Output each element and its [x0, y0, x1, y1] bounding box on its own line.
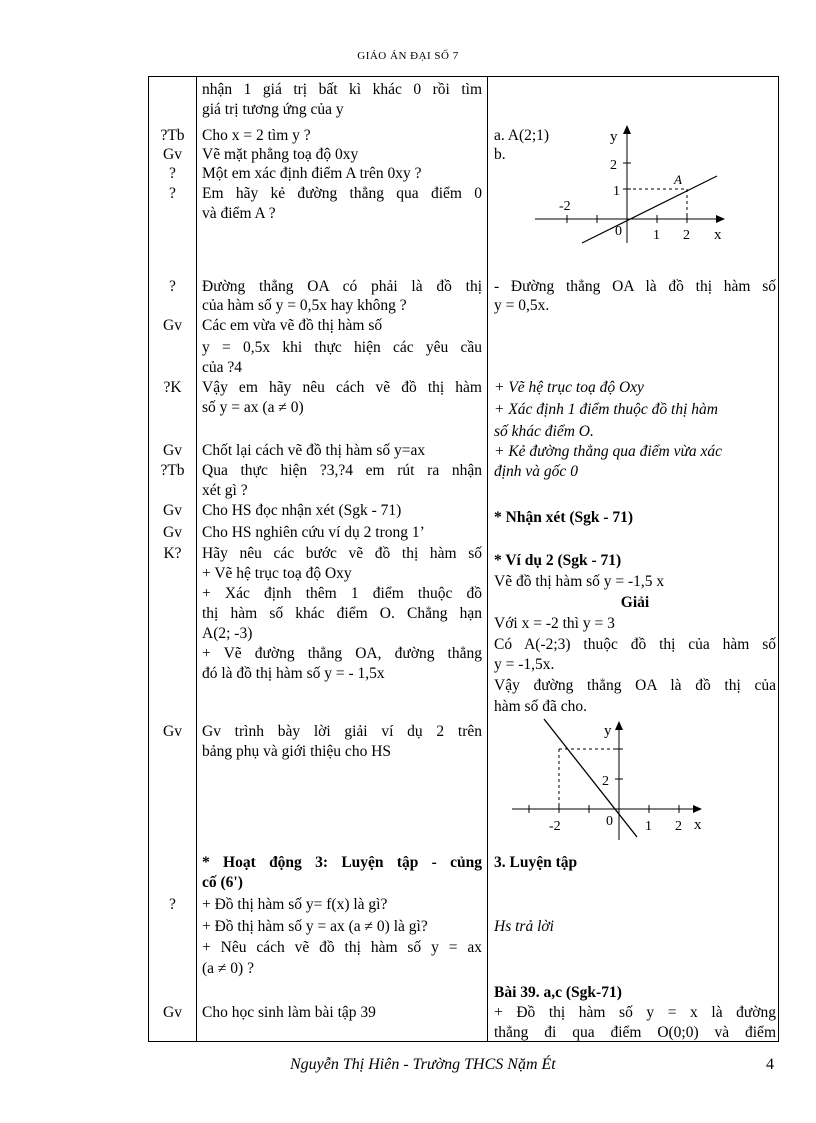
- tick-label: 1: [613, 184, 620, 199]
- role-label: Gv: [163, 442, 182, 459]
- role-label: Gv: [163, 502, 182, 519]
- activity-line: + Nêu cách vẽ đồ thị hàm số y = ax: [202, 939, 482, 956]
- activity-line: Gv trình bày lời giải ví dụ 2 trên: [202, 723, 482, 740]
- role-label: K?: [163, 545, 182, 562]
- axis-x-label: x: [694, 817, 702, 833]
- activity-line: Chốt lại cách vẽ đồ thị hàm số y=ax: [202, 442, 426, 459]
- role-label: ?: [169, 185, 176, 202]
- content-line: Vậy đường thẳng OA là đồ thị của: [494, 677, 776, 694]
- activity-line: nhận 1 giá trị bất kì khác 0 rồi tìm: [202, 81, 482, 98]
- role-label: ?: [169, 896, 176, 913]
- activity-line: cố (6'): [202, 874, 243, 891]
- content-line: + Đồ thị hàm số y = x là đường: [494, 1004, 776, 1021]
- activity-line: Hãy nêu các bước vẽ đồ thị hàm số: [202, 545, 482, 562]
- tick-label: -2: [559, 199, 571, 214]
- content-line: b.: [494, 146, 506, 163]
- activity-line: của ?4: [202, 359, 243, 376]
- content-line: số khác điểm O.: [494, 423, 594, 440]
- tick-label: 0: [615, 224, 622, 239]
- graph-y-neg-1-5x: [504, 715, 729, 845]
- tick-label: -2: [549, 819, 561, 834]
- graph-y-0-5x: [527, 121, 742, 251]
- activity-line: số y = ax (a ≠ 0): [202, 399, 304, 416]
- role-label: ?Tb: [160, 462, 185, 479]
- role-label: ?Tb: [160, 127, 185, 144]
- activity-line: + Đồ thị hàm số y= f(x) là gì?: [202, 896, 388, 913]
- activity-line: xét gì ?: [202, 482, 248, 499]
- activity-line: và điểm A ?: [202, 205, 276, 222]
- point-label: A: [674, 172, 682, 187]
- role-label: ?: [169, 278, 176, 295]
- activity-line: y = 0,5x khi thực hiện các yêu cầu: [202, 339, 482, 356]
- content-line: 3. Luyện tập: [494, 854, 578, 871]
- footer-author: Nguyễn Thị Hiên - Trường THCS Nặm Ét: [290, 1056, 556, 1073]
- axis-x-label: x: [714, 227, 722, 243]
- content-line: định và gốc 0: [494, 463, 578, 480]
- tick-label: 1: [645, 819, 652, 834]
- activity-line: thị hàm số khác điểm O. Chẳng hạn: [202, 605, 482, 622]
- activity-line: đó là đồ thị hàm số y = - 1,5x: [202, 665, 385, 682]
- content-line: + Vẽ hệ trục toạ độ Oxy: [494, 379, 644, 396]
- column-divider: [196, 77, 197, 1041]
- page-number: 4: [766, 1056, 774, 1073]
- content-line: * Nhận xét (Sgk - 71): [494, 509, 634, 526]
- column-divider: [487, 77, 488, 1041]
- activity-line: Cho HS nghiên cứu ví dụ 2 trong 1’: [202, 524, 425, 541]
- content-line: thẳng đi qua điểm O(0;0) và điểm: [494, 1024, 776, 1041]
- activity-line: Cho học sinh làm bài tập 39: [202, 1004, 376, 1021]
- activity-line: Một em xác định điểm A trên 0xy ?: [202, 165, 422, 182]
- content-line: * Ví dụ 2 (Sgk - 71): [494, 552, 622, 569]
- page-header: GIÁO ÁN ĐẠI SỐ 7: [357, 50, 459, 62]
- activity-line: Vẽ mặt phẳng toạ độ 0xy: [202, 146, 359, 163]
- activity-line: + Vẽ hệ trục toạ độ Oxy: [202, 565, 352, 582]
- tick-label: 2: [675, 819, 682, 834]
- tick-label: 2: [683, 228, 690, 243]
- role-label: Gv: [163, 1004, 182, 1021]
- activity-line: Em hãy kẻ đường thẳng qua điểm 0: [202, 185, 482, 202]
- activity-line: Đường thẳng OA có phải là đồ thị: [202, 278, 482, 295]
- activity-line: Cho HS đọc nhận xét (Sgk - 71): [202, 502, 402, 519]
- content-line: Hs trả lời: [494, 918, 554, 935]
- role-label: ?K: [163, 379, 182, 396]
- role-label: Gv: [163, 723, 182, 740]
- activity-line: Qua thực hiện ?3,?4 em rút ra nhận: [202, 462, 482, 479]
- role-label: ?: [169, 165, 176, 182]
- activity-line: giá trị tương ứng của y: [202, 101, 344, 118]
- content-line: y = -1,5x.: [494, 656, 555, 673]
- content-line: a. A(2;1): [494, 127, 550, 144]
- activity-line: + Đồ thị hàm số y = ax (a ≠ 0) là gì?: [202, 918, 428, 935]
- content-line: - Đường thẳng OA là đồ thị hàm số: [494, 278, 776, 295]
- activity-line: Vậy em hãy nêu cách vẽ đồ thị hàm: [202, 379, 482, 396]
- content-line: Vẽ đồ thị hàm số y = -1,5 x: [494, 573, 665, 590]
- content-line: y = 0,5x.: [494, 297, 550, 314]
- tick-label: 1: [653, 228, 660, 243]
- content-line: Giải: [620, 594, 650, 611]
- role-label: Gv: [163, 146, 182, 163]
- role-label: Gv: [163, 524, 182, 541]
- axis-y-label: y: [610, 129, 618, 145]
- axis-y-label: y: [604, 723, 612, 739]
- activity-line: A(2; -3): [202, 625, 253, 642]
- tick-label: 2: [610, 158, 617, 173]
- tick-label: 0: [606, 814, 613, 829]
- content-line: Có A(-2;3) thuộc đồ thị của hàm số: [494, 636, 776, 653]
- activity-line: + Vẽ đường thẳng OA, đường thẳng: [202, 645, 482, 662]
- activity-line: + Xác định thêm 1 điểm thuộc đồ: [202, 585, 482, 602]
- content-line: + Xác định 1 điểm thuộc đồ thị hàm: [494, 401, 718, 418]
- role-label: Gv: [163, 317, 182, 334]
- activity-line: (a ≠ 0) ?: [202, 960, 254, 977]
- activity-line: * Hoạt động 3: Luyện tập - củng: [202, 854, 482, 871]
- content-line: hàm số đã cho.: [494, 698, 587, 715]
- activity-line: Cho x = 2 tìm y ?: [202, 127, 311, 144]
- activity-line: bảng phụ và giới thiệu cho HS: [202, 743, 392, 760]
- lesson-table: [148, 76, 779, 1042]
- tick-label: 2: [602, 774, 609, 789]
- activity-line: Các em vừa vẽ đồ thị hàm số: [202, 317, 383, 334]
- content-line: Bài 39. a,c (Sgk-71): [494, 984, 622, 1001]
- content-line: + Kẻ đường thẳng qua điểm vừa xác: [494, 443, 723, 460]
- content-line: Với x = -2 thì y = 3: [494, 615, 615, 632]
- activity-line: của hàm số y = 0,5x hay không ?: [202, 297, 407, 314]
